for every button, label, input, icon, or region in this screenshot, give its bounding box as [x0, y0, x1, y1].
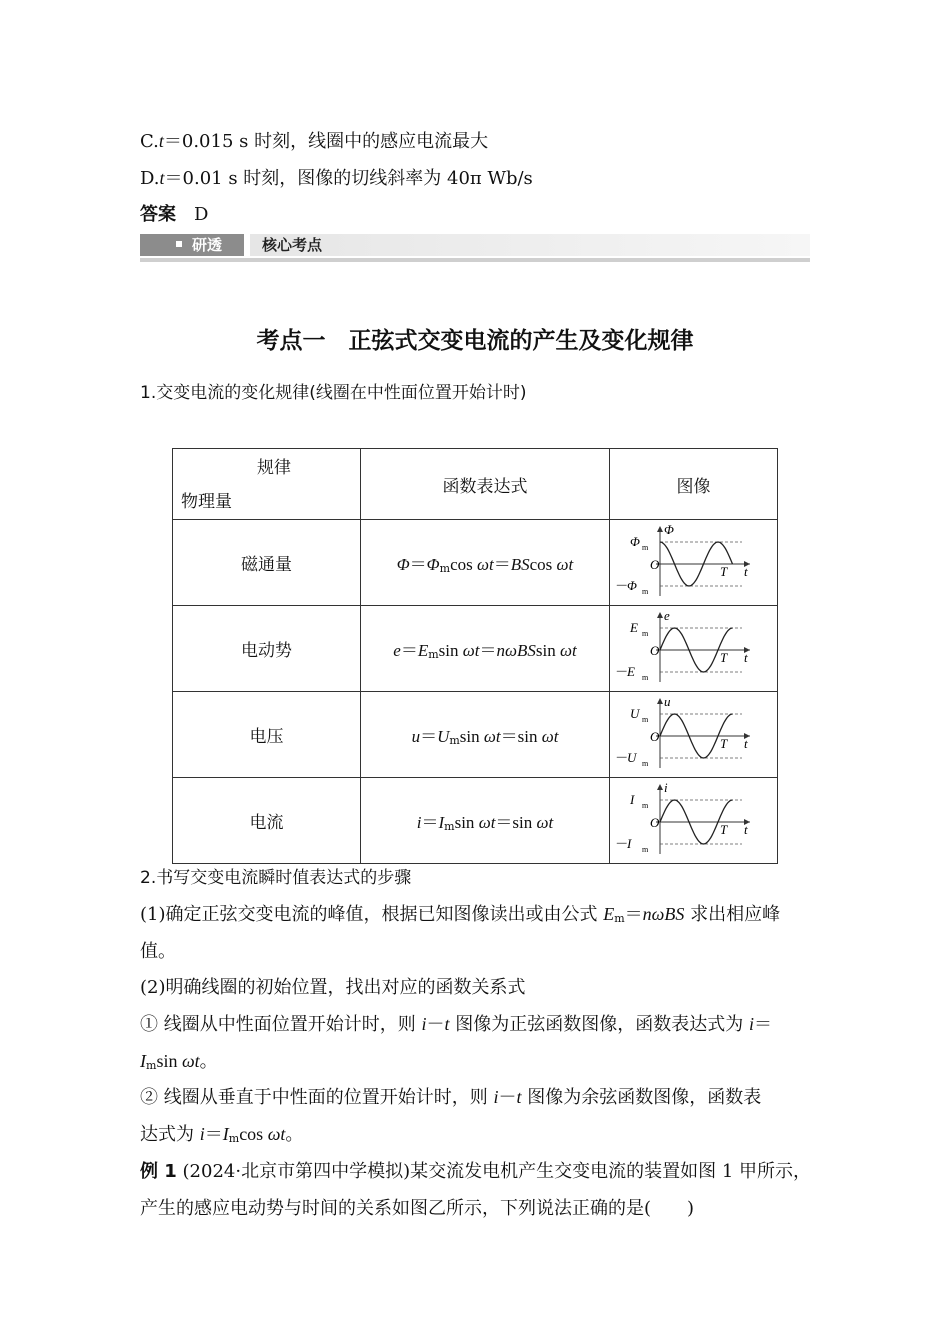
time-axis-label: t: [744, 736, 748, 751]
step2: (2)明确线圈的初始位置，找出对应的函数关系式: [140, 977, 526, 998]
period-label: T: [720, 822, 728, 837]
max-label: U: [630, 706, 640, 721]
y-axis-label: u: [664, 694, 671, 709]
row-expression: e＝Emsin ωt＝nωBSsin ωt: [361, 606, 610, 692]
min-label-sub: m: [642, 587, 649, 596]
step1-line1: (1)确定正弦交变电流的峰值，根据已知图像读出或由公式 Em＝nωBS 求出相应峰: [140, 904, 781, 925]
item2-line1: ② 线圈从垂直于中性面的位置开始计时，则 i－t 图像为余弦函数图像，函数表: [140, 1087, 762, 1108]
section2-title: 2.书写交变电流瞬时值表达式的步骤: [140, 868, 412, 888]
table-row: [173, 520, 778, 606]
flux-graph: [610, 520, 777, 605]
max-label-sub: m: [642, 543, 649, 552]
header-graph: 图像: [610, 449, 778, 520]
example-line2: 产生的感应电动势与时间的关系如图乙所示，下列说法正确的是( ): [140, 1198, 695, 1219]
current-graph: [610, 778, 777, 863]
max-label: E: [630, 620, 638, 635]
max-label-sub: m: [642, 629, 649, 638]
row-expression: i＝Imsin ωt＝sin ωt: [361, 778, 610, 864]
option-d: D.t＝0.01 s 时刻，图像的切线斜率为 40π Wb/s: [140, 168, 533, 189]
section-banner: [140, 234, 810, 262]
banner-title: 核心考点: [250, 234, 810, 256]
header-quantity: 物理量: [181, 492, 232, 512]
row-quantity: 电流: [173, 778, 361, 864]
max-label: I: [630, 792, 635, 807]
option-c: C.t＝0.015 s 时刻，线圈中的感应电流最大: [140, 131, 489, 152]
time-axis-label: t: [744, 564, 748, 579]
header-expression: 函数表达式: [361, 449, 610, 520]
graph-cell: [610, 606, 778, 692]
y-axis-label: e: [664, 608, 670, 623]
diag-header-cell: [173, 449, 361, 520]
min-label-sub: m: [642, 845, 649, 854]
origin-label: O: [650, 729, 660, 744]
example-line1: 例 1 (2024·北京市第四中学模拟)某交流发电机产生交变电流的装置如图 1 甲所示，: [140, 1161, 812, 1182]
min-label: －U: [614, 750, 637, 765]
period-label: T: [720, 736, 728, 751]
table-header-row: [173, 449, 778, 520]
item1-line1: ① 线圈从中性面位置开始计时，则 i－t 图像为正弦函数图像，函数表达式为 i＝: [140, 1014, 772, 1035]
y-axis-label: Φ: [664, 522, 674, 537]
min-label: －Φ: [614, 578, 637, 593]
table-row: [173, 606, 778, 692]
min-label-sub: m: [642, 673, 649, 682]
section1-title: 1.交变电流的变化规律(线圈在中性面位置开始计时): [140, 383, 527, 403]
law-table: [172, 448, 778, 864]
banner-tag: 研透: [140, 234, 244, 256]
y-axis-arrow-icon: [657, 698, 663, 704]
origin-label: O: [650, 643, 660, 658]
y-axis-arrow-icon: [657, 784, 663, 790]
min-label: －E: [614, 664, 635, 679]
page-heading: 考点一 正弦式交变电流的产生及变化规律: [256, 328, 694, 354]
table-row: [173, 778, 778, 864]
max-label: Φ: [630, 534, 640, 549]
y-axis-label: i: [664, 780, 668, 795]
table-row: [173, 692, 778, 778]
min-label: －I: [614, 836, 632, 851]
row-quantity: 磁通量: [173, 520, 361, 606]
graph-cell: [610, 778, 778, 864]
row-quantity: 电动势: [173, 606, 361, 692]
row-quantity: 电压: [173, 692, 361, 778]
header-rule: 规律: [257, 458, 291, 478]
min-label-sub: m: [642, 759, 649, 768]
square-bullet-icon: [176, 241, 182, 247]
voltage-graph: [610, 692, 777, 777]
row-expression: Φ＝Φmcos ωt＝BScos ωt: [361, 520, 610, 606]
origin-label: O: [650, 815, 660, 830]
step1-line2: 值。: [140, 941, 176, 962]
graph-cell: [610, 692, 778, 778]
y-axis-arrow-icon: [657, 612, 663, 618]
max-label-sub: m: [642, 801, 649, 810]
emf-graph: [610, 606, 777, 691]
graph-cell: [610, 520, 778, 606]
max-label-sub: m: [642, 715, 649, 724]
row-expression: u＝Umsin ωt＝sin ωt: [361, 692, 610, 778]
time-axis-label: t: [744, 650, 748, 665]
time-axis-label: t: [744, 822, 748, 837]
period-label: T: [720, 564, 728, 579]
period-label: T: [720, 650, 728, 665]
y-axis-arrow-icon: [657, 526, 663, 532]
item1-line2: Imsin ωt。: [140, 1051, 218, 1072]
origin-label: O: [650, 557, 660, 572]
item2-line2: 达式为 i＝Imcos ωt。: [140, 1124, 304, 1145]
answer: 答案 D: [140, 204, 209, 225]
